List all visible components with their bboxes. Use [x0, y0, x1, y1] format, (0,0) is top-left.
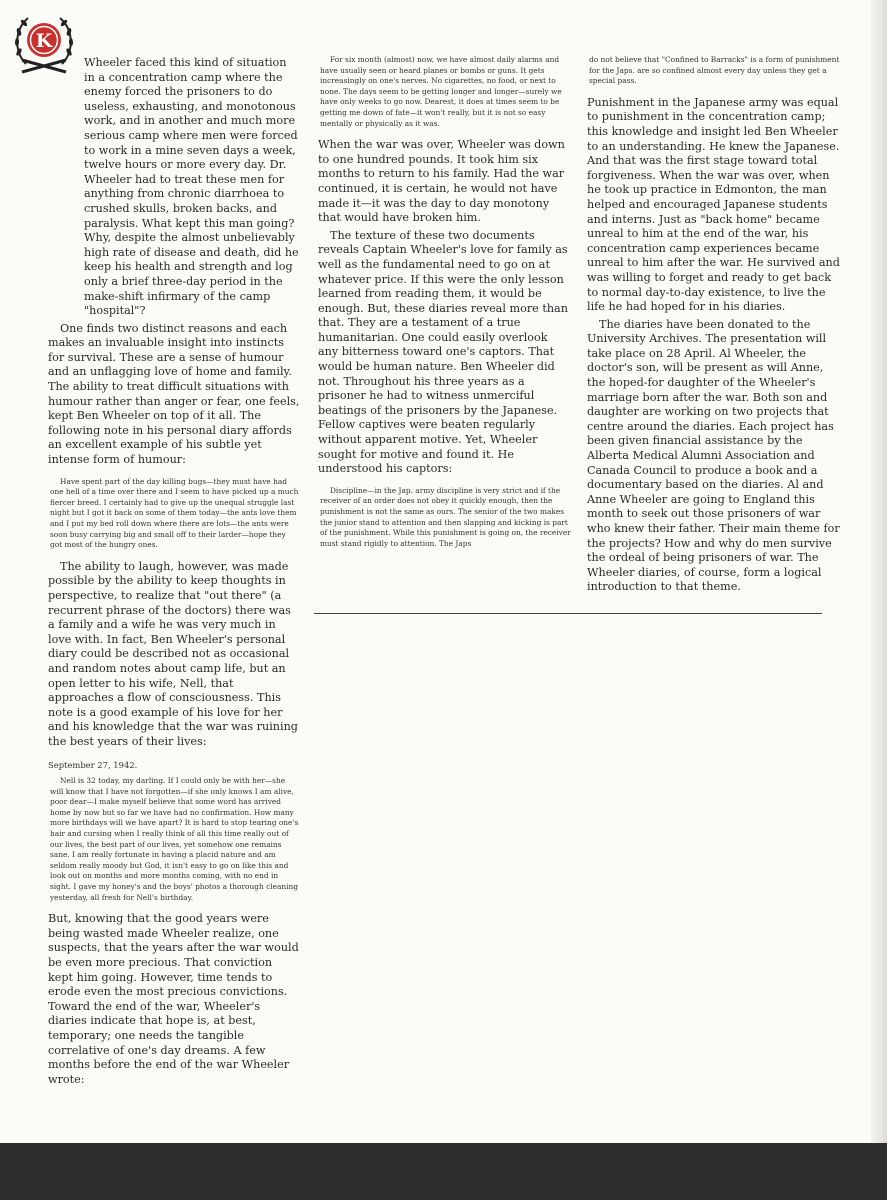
section-divider — [314, 613, 822, 614]
paragraph: The diaries have been donated to the University Archives. The presentation will take place on 28 April. Al Wheeler, the doctor's son, will be present as will Anne, the hoped-for daughter of the Wheeler's marriage born after the war. Both son and daughter are working on two projects that centre around the diaries. Each project has been given financial assistance by the Alberta Medical Alumni Association and Canada Council to produce a book and a documentary based on the diaries. Al and Anne Wheeler are going to England this month to seek out those prisoners of war who knew their father. Their main theme for the projects? How and why do men survive the ordeal of being prisoners of war. The Wheeler diaries, of course, form a logical introduction to that theme. — [587, 317, 840, 594]
diary-quote: Nell is 32 today, my darling. If I could only be with her—she will know that I have not forgotten—if she only knows I am alive, poor dear—I make myself believe that some word has arrived home by now but so far we have had no confirmation. How many more birthdays will we have apart? It is hard to stop tearing one's hair and cursing when I really think of all this time really out of our lives, the best part of our lives, yet somehow one remains sane. I am really fortunate in having a placid nature and am seldom really moody but God, it isn't easy to go on like this and look out on months and more months coming, with no end in sight. I gave my honey's and the boys' photos a thorough cleaning yesterday, all fresh for Nell's birthday. — [50, 776, 299, 902]
paragraph: But, knowing that the good years were being wasted made Wheeler realize, one suspects, that the years after the war would be even more precious. That conviction kept him going. However, time tends to erode even the most precious convictions. Toward the end of the war, Wheeler's diaries indicate that hope is, at best, temporary; one needs the tangible correlative of one's day dreams. A few months before the end of the war Wheeler wrote: — [48, 912, 299, 1086]
paragraph: One finds two distinct reasons and each makes an invaluable insight into instincts for survival. These are a sense of humour and an unflagging love of home and family. The ability to treat difficult situations with humour rather than anger or fear, one feels, kept Ben Wheeler on top of it all. The following note in his personal diary affords an excellent example of his subtle yet intense form of humour: — [48, 321, 300, 467]
article-column-3 — [587, 55, 845, 598]
article-column-1 — [48, 56, 300, 1090]
seal-letter: K — [35, 30, 53, 52]
paragraph: When the war was over, Wheeler was down to one hundred pounds. It took him six months to return to his family. Had the war continued, it is certain, he would not have made it—it was the day to day monotony that would have broken him. — [318, 138, 565, 225]
diary-quote: do not believe that "Confined to Barracks" is a form of punishment for the Japs. are so confined almost every day unless they get a special pass. — [589, 55, 840, 86]
paragraph: The ability to laugh, however, was made possible by the ability to keep thoughts in perspective, to realize that "out there" (a recurrent phrase of the doctors) there was a family and a wife he was very much in love with. In fact, Ben Wheeler's personal diary could be described not as occasional and random notes about camp life, but an open letter to his wife, Nell, that approaches a flow of consciousness. This note is a good example of his love for her and his knowledge that the war was ruining the best years of their lives: — [48, 559, 298, 748]
article-column-2 — [318, 53, 571, 558]
diary-quote: For six month (almost) now, we have almost daily alarms and have usually seen or heard planes or bombs or guns. It gets increasingly on one's nerves. No cigarettes, no food, or next to none. The days seem to be getting longer and longer—surely we have only weeks to go now. Dearest, it does at times seem to be getting me down of fate—it won't really, but it is not so easy mentally or physically as it was. — [320, 55, 562, 128]
paragraph: Wheeler faced this kind of situation in a concentration camp where the enemy forced the prisoners to do useless, exhausting, and monotonous work, and in another and much more serious camp where men were forced to work in a mine seven days a week, twelve hours or more every day. Dr. Wheeler had to treat these men for anything from chronic diarrhoea to crushed skulls, broken backs, and paralysis. What kept this man going? Why, despite the almost unbelievably high rate of disease and death, did he keep his health and strength and log only a brief three-day period in the make-shift infirmary of the camp "hospital"? — [84, 56, 299, 318]
page-edge-shadow — [871, 0, 887, 1143]
diary-quote: Have spent part of the day killing bugs—they must have had one hell of a time over there and I seem to have picked up a much fiercer breed. I certainly had to give up the unequal struggle last night but I got it back on some of them today—the ants love them and I put my bed roll down where there are lots—the ants were soon busy carrying big and small off to their larder—hope they got most of the hungry ones. — [50, 476, 299, 550]
diary-date: September 27, 1942. — [48, 759, 138, 770]
paragraph: Punishment in the Japanese army was equal to punishment in the concentration camp; this knowledge and insight led Ben Wheeler to an understanding. He knew the Japanese. And that was the first stage toward total forgiveness. When the war was over, when he took up practice in Edmonton, the man helped and encouraged Japanese students and interns. Just as "back home" became unreal to him at the end of the war, his concentration camp experiences became unreal to him after the war. He survived and was willing to forget and ready to get back to normal day-to-day existence, to live the life he had hoped for in his diaries. — [587, 95, 840, 314]
diary-quote: Discipline—in the Jap. army discipline is very strict and if the receiver of an order does not obey it quickly enough, then the punishment is not the same as ours. The senior of the two makes the junior stand to attention and then slapping and kicking is part of the punishment. While this punishment is going on, the receiver must stand rigidly to attention. The Japs — [320, 485, 571, 548]
scan-background-strip — [0, 1143, 887, 1200]
paragraph: The texture of these two documents reveals Captain Wheeler's love for family as well as the fundamental need to go on at whatever price. If this were the only lesson learned from reading them, it would be enough. But, these diaries reveal more than that. They are a testament of a true humanitarian. One could easily overlook any bitterness toward one's captors. That would be human nature. Ben Wheeler did not. Throughout his three years as a prisoner he had to witness unmerciful beatings of the prisoners by the Japanese. Fellow captives were beaten regularly without apparent motive. Yet, Wheeler sought for motive and found it. He understood his captors: — [318, 228, 568, 476]
